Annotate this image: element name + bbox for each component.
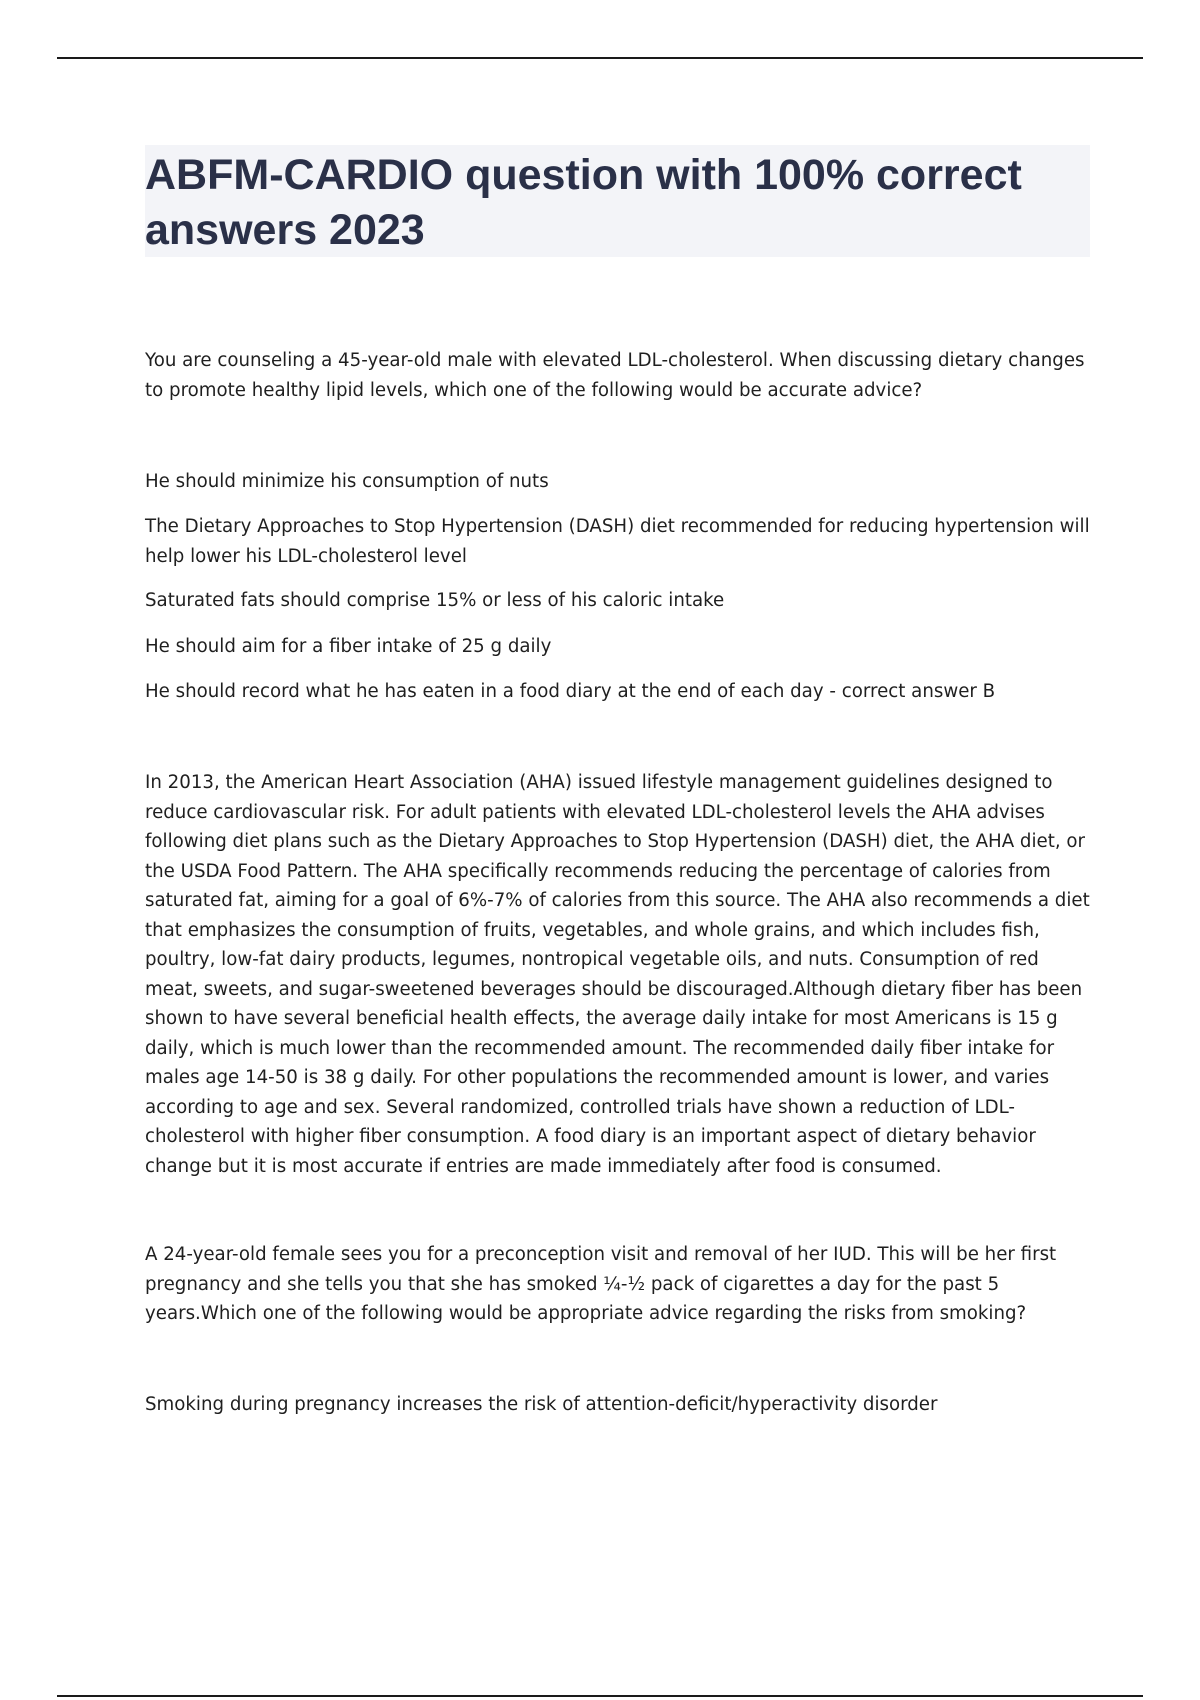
question-1-explanation: In 2013, the American Heart Association (AHA) issued lifestyle management guidelines designed to reduce cardiovascular risk. For adult patients with elevated LDL-cholesterol levels the AHA advises following diet plans such as the Dietary Approaches to Stop Hypertension (DASH) diet, the AHA diet, or the USDA Food Pattern. The AHA specifically recommends reducing the percentage of calories from saturated fat, aiming for a goal of 6%-7% of calories from this source. The AHA also recommends a diet that emphasizes the consumption of fruits, vegetables, and whole grains, and which includes fish, poultry, low-fat dairy products, legumes, nontropical vegetable oils, and nuts. Consumption of red meat, sweets, and sugar-sweetened beverages should be discouraged.Although dietary fiber has been shown to have several beneficial health effects, the average daily intake for most Americans is 15 g daily, which is much lower than the recommended amount. The recommended daily fiber intake for males age 14-50 is 38 g daily. For other populations the recommended amount is lower, and varies according to age and sex. Several randomized, controlled trials have shown a reduction of LDL-cholesterol with higher fiber consumption. A food diary is an important aspect of dietary behavior change but it is most accurate if entries are made immediately after food is consumed. bbox=[145, 772, 1090, 1177]
bottom-divider bbox=[57, 1695, 1143, 1697]
question-2-option-a: Smoking during pregnancy increases the risk of attention-deficit/hyperactivity disorder bbox=[145, 1394, 938, 1415]
top-divider bbox=[57, 57, 1143, 59]
question-2-stem: A 24-year-old female sees you for a preconception visit and removal of her IUD. This will be her first pregnancy and she tells you that she has smoked ¼-½ pack of cigarettes a day for the past 5 years.Which one of the following would be appropriate advice regarding the risks from smoking? bbox=[145, 1244, 1057, 1324]
question-1-option-c: Saturated fats should comprise 15% or less of his caloric intake bbox=[145, 590, 725, 611]
question-1-option-a: He should minimize his consumption of nuts bbox=[145, 471, 549, 492]
document-title: ABFM-CARDIO question with 100% correct answers 2023 bbox=[145, 151, 1022, 254]
question-1-option-b: The Dietary Approaches to Stop Hypertension (DASH) diet recommended for reducing hypertension will help lower his LDL-cholesterol level bbox=[145, 516, 1090, 567]
question-1-option-d: He should aim for a fiber intake of 25 g daily bbox=[145, 636, 552, 657]
question-1-stem: You are counseling a 45-year-old male with elevated LDL-cholesterol. When discussing dietary changes to promote healthy lipid levels, which one of the following would be accurate advice? bbox=[145, 350, 1085, 401]
question-1-option-e: He should record what he has eaten in a food diary at the end of each day - correct answer B bbox=[145, 681, 996, 702]
